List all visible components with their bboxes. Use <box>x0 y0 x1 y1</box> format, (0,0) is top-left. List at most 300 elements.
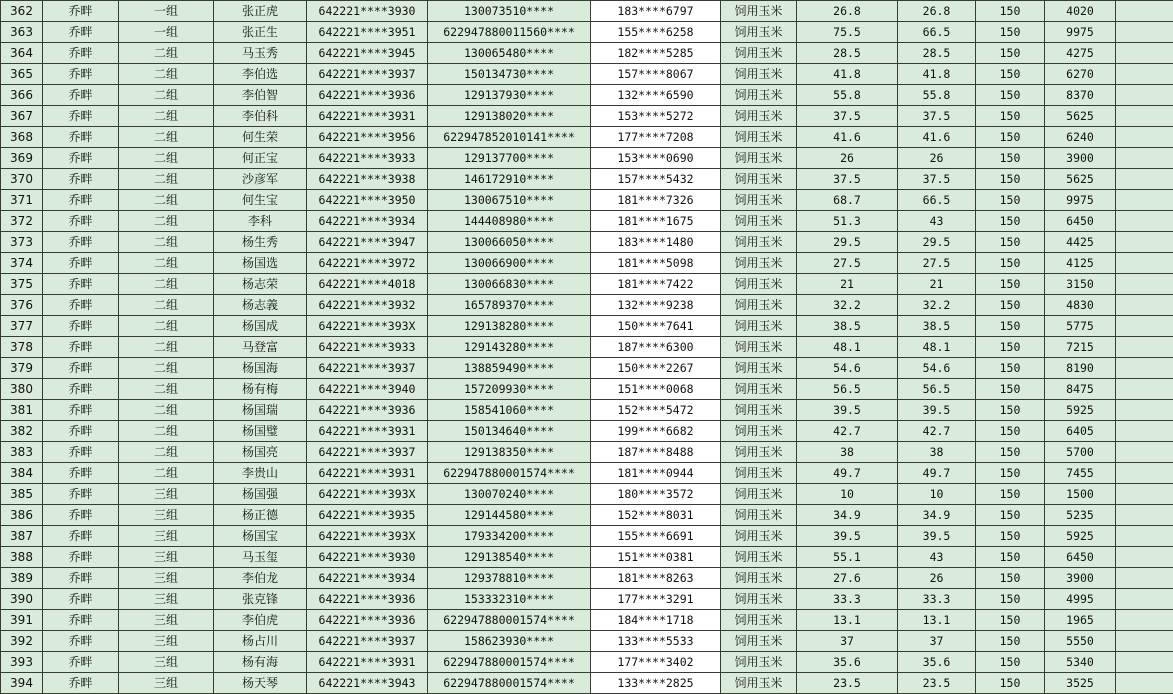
rate-cell[interactable]: 150 <box>976 127 1045 148</box>
amount-cell[interactable]: 5340 <box>1045 652 1116 673</box>
crop-cell[interactable]: 饲用玉米 <box>721 526 797 547</box>
group-cell[interactable]: 二组 <box>119 295 214 316</box>
name-cell[interactable]: 杨有梅 <box>214 379 307 400</box>
phone-cell[interactable]: 132****9238 <box>591 295 721 316</box>
village-cell[interactable]: 乔畔 <box>43 631 119 652</box>
crop-cell[interactable]: 饲用玉米 <box>721 442 797 463</box>
blank-cell[interactable] <box>1116 379 1173 400</box>
village-cell[interactable]: 乔畔 <box>43 463 119 484</box>
area-cell[interactable]: 54.6 <box>797 358 898 379</box>
rate-cell[interactable]: 150 <box>976 169 1045 190</box>
amount-cell[interactable]: 5625 <box>1045 106 1116 127</box>
rate-cell[interactable]: 150 <box>976 232 1045 253</box>
village-cell[interactable]: 乔畔 <box>43 358 119 379</box>
name-cell[interactable]: 李伯选 <box>214 64 307 85</box>
name-cell[interactable]: 杨国成 <box>214 316 307 337</box>
crop-cell[interactable]: 饲用玉米 <box>721 169 797 190</box>
id-number-cell[interactable]: 642221****3937 <box>307 358 428 379</box>
account-cell[interactable]: 153332310**** <box>428 589 591 610</box>
id-number-cell[interactable]: 642221****3934 <box>307 211 428 232</box>
row-number-cell[interactable]: 362 <box>1 1 43 22</box>
account-cell[interactable]: 129378810**** <box>428 568 591 589</box>
village-cell[interactable]: 乔畔 <box>43 64 119 85</box>
rate-cell[interactable]: 150 <box>976 190 1045 211</box>
area-cell[interactable]: 39.5 <box>797 526 898 547</box>
account-cell[interactable]: 622947880001574**** <box>428 673 591 694</box>
crop-cell[interactable]: 饲用玉米 <box>721 253 797 274</box>
rate-cell[interactable]: 150 <box>976 610 1045 631</box>
row-number-cell[interactable]: 378 <box>1 337 43 358</box>
id-number-cell[interactable]: 642221****3972 <box>307 253 428 274</box>
name-cell[interactable]: 杨国瑞 <box>214 400 307 421</box>
group-cell[interactable]: 二组 <box>119 274 214 295</box>
account-cell[interactable]: 129137930**** <box>428 85 591 106</box>
subsidy-area-cell[interactable]: 33.3 <box>898 589 976 610</box>
row-number-cell[interactable]: 371 <box>1 190 43 211</box>
name-cell[interactable]: 马玉玺 <box>214 547 307 568</box>
area-cell[interactable]: 26.8 <box>797 1 898 22</box>
row-number-cell[interactable]: 374 <box>1 253 43 274</box>
account-cell[interactable]: 129143280**** <box>428 337 591 358</box>
area-cell[interactable]: 34.9 <box>797 505 898 526</box>
village-cell[interactable]: 乔畔 <box>43 169 119 190</box>
phone-cell[interactable]: 177****3402 <box>591 652 721 673</box>
account-cell[interactable]: 129138020**** <box>428 106 591 127</box>
account-cell[interactable]: 129138350**** <box>428 442 591 463</box>
blank-cell[interactable] <box>1116 22 1173 43</box>
subsidy-area-cell[interactable]: 42.7 <box>898 421 976 442</box>
subsidy-area-cell[interactable]: 34.9 <box>898 505 976 526</box>
rate-cell[interactable]: 150 <box>976 211 1045 232</box>
area-cell[interactable]: 51.3 <box>797 211 898 232</box>
row-number-cell[interactable]: 381 <box>1 400 43 421</box>
phone-cell[interactable]: 180****3572 <box>591 484 721 505</box>
name-cell[interactable]: 张克锋 <box>214 589 307 610</box>
crop-cell[interactable]: 饲用玉米 <box>721 1 797 22</box>
crop-cell[interactable]: 饲用玉米 <box>721 463 797 484</box>
account-cell[interactable]: 165789370**** <box>428 295 591 316</box>
subsidy-area-cell[interactable]: 39.5 <box>898 400 976 421</box>
subsidy-area-cell[interactable]: 21 <box>898 274 976 295</box>
crop-cell[interactable]: 饲用玉米 <box>721 22 797 43</box>
rate-cell[interactable]: 150 <box>976 43 1045 64</box>
row-number-cell[interactable]: 367 <box>1 106 43 127</box>
subsidy-area-cell[interactable]: 10 <box>898 484 976 505</box>
subsidy-area-cell[interactable]: 55.8 <box>898 85 976 106</box>
area-cell[interactable]: 33.3 <box>797 589 898 610</box>
group-cell[interactable]: 三组 <box>119 673 214 694</box>
row-number-cell[interactable]: 383 <box>1 442 43 463</box>
rate-cell[interactable]: 150 <box>976 148 1045 169</box>
village-cell[interactable]: 乔畔 <box>43 400 119 421</box>
area-cell[interactable]: 21 <box>797 274 898 295</box>
blank-cell[interactable] <box>1116 610 1173 631</box>
village-cell[interactable]: 乔畔 <box>43 547 119 568</box>
blank-cell[interactable] <box>1116 652 1173 673</box>
phone-cell[interactable]: 133****5533 <box>591 631 721 652</box>
account-cell[interactable]: 129138540**** <box>428 547 591 568</box>
group-cell[interactable]: 二组 <box>119 106 214 127</box>
row-number-cell[interactable]: 391 <box>1 610 43 631</box>
rate-cell[interactable]: 150 <box>976 316 1045 337</box>
name-cell[interactable]: 杨国选 <box>214 253 307 274</box>
crop-cell[interactable]: 饲用玉米 <box>721 127 797 148</box>
group-cell[interactable]: 一组 <box>119 22 214 43</box>
rate-cell[interactable]: 150 <box>976 421 1045 442</box>
id-number-cell[interactable]: 642221****3940 <box>307 379 428 400</box>
group-cell[interactable]: 二组 <box>119 358 214 379</box>
rate-cell[interactable]: 150 <box>976 631 1045 652</box>
rate-cell[interactable]: 150 <box>976 85 1045 106</box>
crop-cell[interactable]: 饲用玉米 <box>721 148 797 169</box>
amount-cell[interactable]: 3525 <box>1045 673 1116 694</box>
amount-cell[interactable]: 5925 <box>1045 400 1116 421</box>
rate-cell[interactable]: 150 <box>976 442 1045 463</box>
id-number-cell[interactable]: 642221****3937 <box>307 64 428 85</box>
group-cell[interactable]: 二组 <box>119 43 214 64</box>
name-cell[interactable]: 杨志義 <box>214 295 307 316</box>
row-number-cell[interactable]: 387 <box>1 526 43 547</box>
id-number-cell[interactable]: 642221****3935 <box>307 505 428 526</box>
group-cell[interactable]: 三组 <box>119 568 214 589</box>
village-cell[interactable]: 乔畔 <box>43 421 119 442</box>
row-number-cell[interactable]: 388 <box>1 547 43 568</box>
crop-cell[interactable]: 饲用玉米 <box>721 631 797 652</box>
amount-cell[interactable]: 5925 <box>1045 526 1116 547</box>
id-number-cell[interactable]: 642221****3947 <box>307 232 428 253</box>
account-cell[interactable]: 130066050**** <box>428 232 591 253</box>
crop-cell[interactable]: 饲用玉米 <box>721 400 797 421</box>
amount-cell[interactable]: 5775 <box>1045 316 1116 337</box>
account-cell[interactable]: 150134730**** <box>428 64 591 85</box>
subsidy-area-cell[interactable]: 37.5 <box>898 169 976 190</box>
area-cell[interactable]: 55.8 <box>797 85 898 106</box>
account-cell[interactable]: 150134640**** <box>428 421 591 442</box>
account-cell[interactable]: 157209930**** <box>428 379 591 400</box>
account-cell[interactable]: 622947880001574**** <box>428 463 591 484</box>
phone-cell[interactable]: 155****6691 <box>591 526 721 547</box>
crop-cell[interactable]: 饲用玉米 <box>721 568 797 589</box>
id-number-cell[interactable]: 642221****3937 <box>307 631 428 652</box>
id-number-cell[interactable]: 642221****3950 <box>307 190 428 211</box>
id-number-cell[interactable]: 642221****3930 <box>307 547 428 568</box>
phone-cell[interactable]: 184****1718 <box>591 610 721 631</box>
amount-cell[interactable]: 5625 <box>1045 169 1116 190</box>
id-number-cell[interactable]: 642221****3937 <box>307 442 428 463</box>
row-number-cell[interactable]: 380 <box>1 379 43 400</box>
name-cell[interactable]: 杨志荣 <box>214 274 307 295</box>
name-cell[interactable]: 马玉秀 <box>214 43 307 64</box>
amount-cell[interactable]: 4125 <box>1045 253 1116 274</box>
blank-cell[interactable] <box>1116 106 1173 127</box>
village-cell[interactable]: 乔畔 <box>43 148 119 169</box>
amount-cell[interactable]: 6240 <box>1045 127 1116 148</box>
area-cell[interactable]: 27.6 <box>797 568 898 589</box>
row-number-cell[interactable]: 376 <box>1 295 43 316</box>
subsidy-area-cell[interactable]: 48.1 <box>898 337 976 358</box>
id-number-cell[interactable]: 642221****3930 <box>307 1 428 22</box>
subsidy-area-cell[interactable]: 29.5 <box>898 232 976 253</box>
group-cell[interactable]: 二组 <box>119 337 214 358</box>
id-number-cell[interactable]: 642221****3933 <box>307 148 428 169</box>
phone-cell[interactable]: 183****1480 <box>591 232 721 253</box>
area-cell[interactable]: 38.5 <box>797 316 898 337</box>
rate-cell[interactable]: 150 <box>976 505 1045 526</box>
village-cell[interactable]: 乔畔 <box>43 505 119 526</box>
phone-cell[interactable]: 150****2267 <box>591 358 721 379</box>
row-number-cell[interactable]: 369 <box>1 148 43 169</box>
row-number-cell[interactable]: 389 <box>1 568 43 589</box>
area-cell[interactable]: 10 <box>797 484 898 505</box>
blank-cell[interactable] <box>1116 442 1173 463</box>
amount-cell[interactable]: 7215 <box>1045 337 1116 358</box>
account-cell[interactable]: 179334200**** <box>428 526 591 547</box>
village-cell[interactable]: 乔畔 <box>43 442 119 463</box>
name-cell[interactable]: 张正虎 <box>214 1 307 22</box>
phone-cell[interactable]: 150****7641 <box>591 316 721 337</box>
name-cell[interactable]: 何生宝 <box>214 190 307 211</box>
rate-cell[interactable]: 150 <box>976 64 1045 85</box>
name-cell[interactable]: 杨正德 <box>214 505 307 526</box>
group-cell[interactable]: 二组 <box>119 127 214 148</box>
name-cell[interactable]: 张正生 <box>214 22 307 43</box>
crop-cell[interactable]: 饲用玉米 <box>721 337 797 358</box>
blank-cell[interactable] <box>1116 43 1173 64</box>
phone-cell[interactable]: 199****6682 <box>591 421 721 442</box>
row-number-cell[interactable]: 363 <box>1 22 43 43</box>
blank-cell[interactable] <box>1116 1 1173 22</box>
area-cell[interactable]: 37 <box>797 631 898 652</box>
id-number-cell[interactable]: 642221****393X <box>307 484 428 505</box>
rate-cell[interactable]: 150 <box>976 22 1045 43</box>
village-cell[interactable]: 乔畔 <box>43 253 119 274</box>
phone-cell[interactable]: 181****8263 <box>591 568 721 589</box>
blank-cell[interactable] <box>1116 316 1173 337</box>
area-cell[interactable]: 13.1 <box>797 610 898 631</box>
rate-cell[interactable]: 150 <box>976 337 1045 358</box>
rate-cell[interactable]: 150 <box>976 589 1045 610</box>
id-number-cell[interactable]: 642221****4018 <box>307 274 428 295</box>
crop-cell[interactable]: 饲用玉米 <box>721 64 797 85</box>
amount-cell[interactable]: 9975 <box>1045 190 1116 211</box>
row-number-cell[interactable]: 372 <box>1 211 43 232</box>
amount-cell[interactable]: 9975 <box>1045 22 1116 43</box>
village-cell[interactable]: 乔畔 <box>43 526 119 547</box>
area-cell[interactable]: 37.5 <box>797 169 898 190</box>
rate-cell[interactable]: 150 <box>976 400 1045 421</box>
id-number-cell[interactable]: 642221****3934 <box>307 568 428 589</box>
account-cell[interactable]: 130065480**** <box>428 43 591 64</box>
row-number-cell[interactable]: 364 <box>1 43 43 64</box>
subsidy-area-cell[interactable]: 43 <box>898 211 976 232</box>
blank-cell[interactable] <box>1116 337 1173 358</box>
blank-cell[interactable] <box>1116 547 1173 568</box>
blank-cell[interactable] <box>1116 232 1173 253</box>
group-cell[interactable]: 三组 <box>119 505 214 526</box>
group-cell[interactable]: 三组 <box>119 589 214 610</box>
subsidy-area-cell[interactable]: 41.8 <box>898 64 976 85</box>
group-cell[interactable]: 二组 <box>119 169 214 190</box>
crop-cell[interactable]: 饲用玉米 <box>721 358 797 379</box>
subsidy-area-cell[interactable]: 41.6 <box>898 127 976 148</box>
group-cell[interactable]: 三组 <box>119 652 214 673</box>
rate-cell[interactable]: 150 <box>976 673 1045 694</box>
subsidy-area-cell[interactable]: 23.5 <box>898 673 976 694</box>
blank-cell[interactable] <box>1116 295 1173 316</box>
amount-cell[interactable]: 3900 <box>1045 568 1116 589</box>
blank-cell[interactable] <box>1116 421 1173 442</box>
amount-cell[interactable]: 6450 <box>1045 547 1116 568</box>
id-number-cell[interactable]: 642221****3938 <box>307 169 428 190</box>
account-cell[interactable]: 622947880001574**** <box>428 652 591 673</box>
crop-cell[interactable]: 饲用玉米 <box>721 106 797 127</box>
amount-cell[interactable]: 4020 <box>1045 1 1116 22</box>
group-cell[interactable]: 二组 <box>119 400 214 421</box>
name-cell[interactable]: 杨国亮 <box>214 442 307 463</box>
crop-cell[interactable]: 饲用玉米 <box>721 484 797 505</box>
id-number-cell[interactable]: 642221****3936 <box>307 589 428 610</box>
account-cell[interactable]: 146172910**** <box>428 169 591 190</box>
subsidy-area-cell[interactable]: 54.6 <box>898 358 976 379</box>
subsidy-area-cell[interactable]: 56.5 <box>898 379 976 400</box>
village-cell[interactable]: 乔畔 <box>43 211 119 232</box>
amount-cell[interactable]: 8475 <box>1045 379 1116 400</box>
row-number-cell[interactable]: 390 <box>1 589 43 610</box>
area-cell[interactable]: 38 <box>797 442 898 463</box>
rate-cell[interactable]: 150 <box>976 526 1045 547</box>
blank-cell[interactable] <box>1116 568 1173 589</box>
row-number-cell[interactable]: 379 <box>1 358 43 379</box>
crop-cell[interactable]: 饲用玉米 <box>721 505 797 526</box>
row-number-cell[interactable]: 370 <box>1 169 43 190</box>
crop-cell[interactable]: 饲用玉米 <box>721 190 797 211</box>
row-number-cell[interactable]: 375 <box>1 274 43 295</box>
phone-cell[interactable]: 132****6590 <box>591 85 721 106</box>
id-number-cell[interactable]: 642221****3931 <box>307 421 428 442</box>
row-number-cell[interactable]: 373 <box>1 232 43 253</box>
amount-cell[interactable]: 5700 <box>1045 442 1116 463</box>
name-cell[interactable]: 沙彦军 <box>214 169 307 190</box>
row-number-cell[interactable]: 365 <box>1 64 43 85</box>
amount-cell[interactable]: 8190 <box>1045 358 1116 379</box>
area-cell[interactable]: 35.6 <box>797 652 898 673</box>
account-cell[interactable]: 130070240**** <box>428 484 591 505</box>
phone-cell[interactable]: 152****8031 <box>591 505 721 526</box>
subsidy-area-cell[interactable]: 28.5 <box>898 43 976 64</box>
row-number-cell[interactable]: 386 <box>1 505 43 526</box>
group-cell[interactable]: 二组 <box>119 379 214 400</box>
crop-cell[interactable]: 饲用玉米 <box>721 652 797 673</box>
crop-cell[interactable]: 饲用玉米 <box>721 211 797 232</box>
account-cell[interactable]: 622947852010141**** <box>428 127 591 148</box>
area-cell[interactable]: 68.7 <box>797 190 898 211</box>
account-cell[interactable]: 622947880001574**** <box>428 610 591 631</box>
account-cell[interactable]: 158541060**** <box>428 400 591 421</box>
village-cell[interactable]: 乔畔 <box>43 337 119 358</box>
blank-cell[interactable] <box>1116 484 1173 505</box>
crop-cell[interactable]: 饲用玉米 <box>721 610 797 631</box>
name-cell[interactable]: 李贵山 <box>214 463 307 484</box>
blank-cell[interactable] <box>1116 253 1173 274</box>
id-number-cell[interactable]: 642221****3936 <box>307 610 428 631</box>
village-cell[interactable]: 乔畔 <box>43 106 119 127</box>
village-cell[interactable]: 乔畔 <box>43 589 119 610</box>
row-number-cell[interactable]: 384 <box>1 463 43 484</box>
amount-cell[interactable]: 5235 <box>1045 505 1116 526</box>
id-number-cell[interactable]: 642221****3932 <box>307 295 428 316</box>
phone-cell[interactable]: 187****6300 <box>591 337 721 358</box>
blank-cell[interactable] <box>1116 463 1173 484</box>
amount-cell[interactable]: 3900 <box>1045 148 1116 169</box>
name-cell[interactable]: 杨天琴 <box>214 673 307 694</box>
name-cell[interactable]: 杨有海 <box>214 652 307 673</box>
id-number-cell[interactable]: 642221****3951 <box>307 22 428 43</box>
amount-cell[interactable]: 6405 <box>1045 421 1116 442</box>
village-cell[interactable]: 乔畔 <box>43 379 119 400</box>
subsidy-area-cell[interactable]: 38.5 <box>898 316 976 337</box>
crop-cell[interactable]: 饲用玉米 <box>721 316 797 337</box>
name-cell[interactable]: 杨国强 <box>214 484 307 505</box>
area-cell[interactable]: 23.5 <box>797 673 898 694</box>
blank-cell[interactable] <box>1116 169 1173 190</box>
name-cell[interactable]: 杨国海 <box>214 358 307 379</box>
crop-cell[interactable]: 饲用玉米 <box>721 421 797 442</box>
village-cell[interactable]: 乔畔 <box>43 295 119 316</box>
account-cell[interactable]: 130066830**** <box>428 274 591 295</box>
subsidy-area-cell[interactable]: 32.2 <box>898 295 976 316</box>
rate-cell[interactable]: 150 <box>976 106 1045 127</box>
crop-cell[interactable]: 饲用玉米 <box>721 295 797 316</box>
amount-cell[interactable]: 6270 <box>1045 64 1116 85</box>
phone-cell[interactable]: 153****5272 <box>591 106 721 127</box>
crop-cell[interactable]: 饲用玉米 <box>721 379 797 400</box>
group-cell[interactable]: 二组 <box>119 190 214 211</box>
blank-cell[interactable] <box>1116 211 1173 232</box>
amount-cell[interactable]: 7455 <box>1045 463 1116 484</box>
phone-cell[interactable]: 181****1675 <box>591 211 721 232</box>
crop-cell[interactable]: 饲用玉米 <box>721 43 797 64</box>
blank-cell[interactable] <box>1116 526 1173 547</box>
group-cell[interactable]: 二组 <box>119 64 214 85</box>
village-cell[interactable]: 乔畔 <box>43 22 119 43</box>
subsidy-area-cell[interactable]: 37.5 <box>898 106 976 127</box>
amount-cell[interactable]: 4425 <box>1045 232 1116 253</box>
account-cell[interactable]: 130073510**** <box>428 1 591 22</box>
subsidy-area-cell[interactable]: 66.5 <box>898 190 976 211</box>
blank-cell[interactable] <box>1116 85 1173 106</box>
village-cell[interactable]: 乔畔 <box>43 673 119 694</box>
name-cell[interactable]: 李伯科 <box>214 106 307 127</box>
blank-cell[interactable] <box>1116 505 1173 526</box>
account-cell[interactable]: 158623930**** <box>428 631 591 652</box>
account-cell[interactable]: 622947880011560**** <box>428 22 591 43</box>
area-cell[interactable]: 55.1 <box>797 547 898 568</box>
area-cell[interactable]: 42.7 <box>797 421 898 442</box>
area-cell[interactable]: 28.5 <box>797 43 898 64</box>
account-cell[interactable]: 129144580**** <box>428 505 591 526</box>
crop-cell[interactable]: 饲用玉米 <box>721 589 797 610</box>
village-cell[interactable]: 乔畔 <box>43 127 119 148</box>
amount-cell[interactable]: 4830 <box>1045 295 1116 316</box>
subsidy-area-cell[interactable]: 13.1 <box>898 610 976 631</box>
rate-cell[interactable]: 150 <box>976 484 1045 505</box>
blank-cell[interactable] <box>1116 673 1173 694</box>
rate-cell[interactable]: 150 <box>976 568 1045 589</box>
phone-cell[interactable]: 181****5098 <box>591 253 721 274</box>
phone-cell[interactable]: 153****0690 <box>591 148 721 169</box>
group-cell[interactable]: 二组 <box>119 442 214 463</box>
crop-cell[interactable]: 饲用玉米 <box>721 547 797 568</box>
